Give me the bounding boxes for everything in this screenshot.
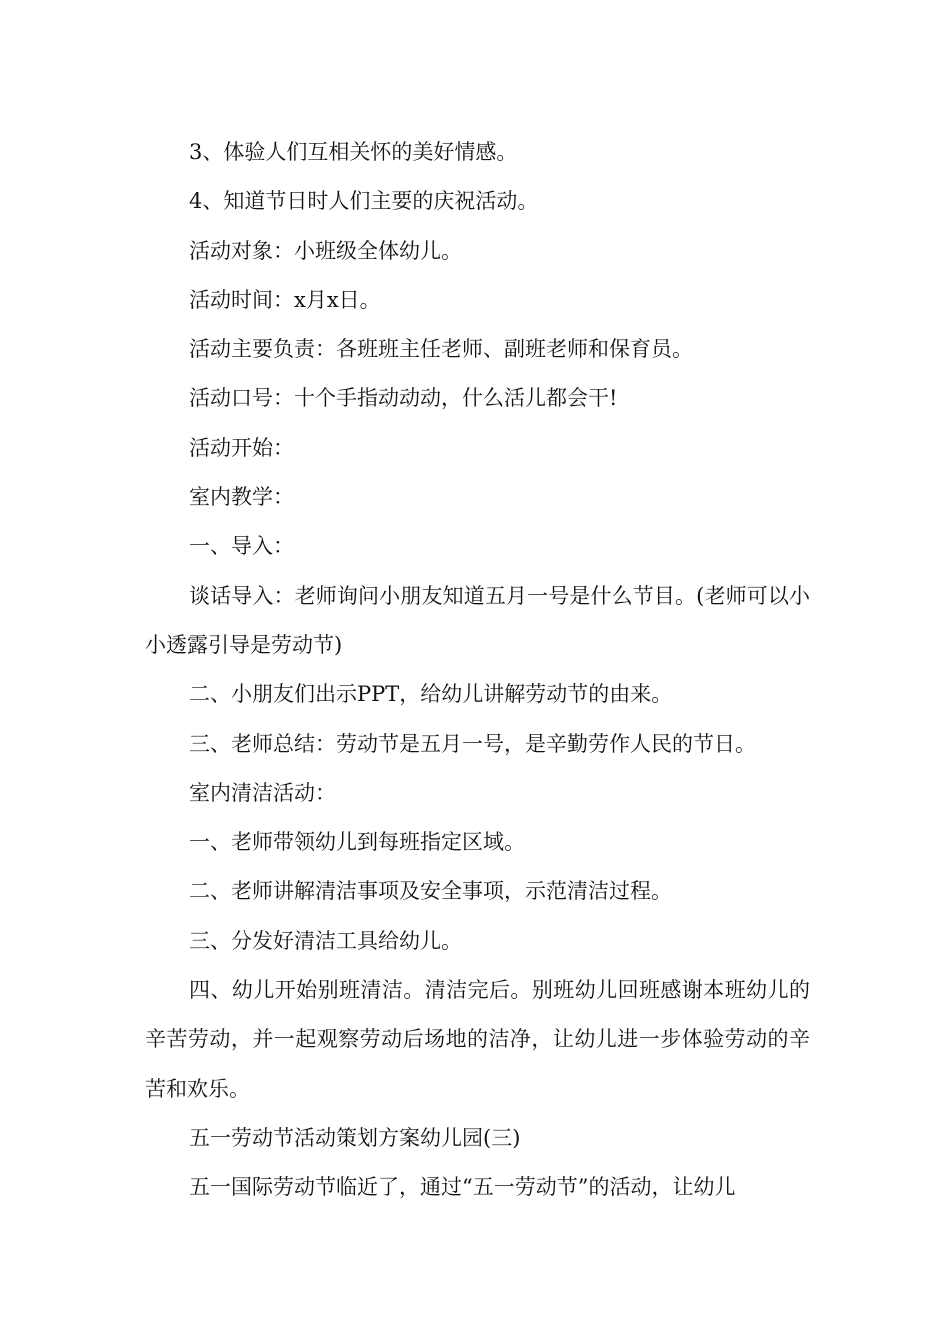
paragraph-cleaning-step-4: 四、幼儿开始别班清洁。清洁完后。别班幼儿回班感谢本班幼儿的辛苦劳动，并一起观察劳动后场地的洁净，让幼儿进一步体验劳动的辛苦和欢乐。 xyxy=(145,978,810,1101)
paragraph-show-ppt: 二、小朋友们出示PPT，给幼儿讲解劳动节的由来。 xyxy=(189,682,673,707)
paragraph-section-heading: 五一劳动节活动策划方案幼儿园(三) xyxy=(189,1125,521,1150)
document-body xyxy=(145,128,810,1213)
paragraph-cleaning-step-2: 二、老师讲解清洁事项及安全事项，示范清洁过程。 xyxy=(189,879,672,904)
paragraph-activity-start: 活动开始： xyxy=(189,435,294,460)
paragraph-introduction: 一、导入： xyxy=(189,534,294,559)
paragraph-activity-time: 活动时间：x月x日。 xyxy=(189,287,381,312)
paragraph-activity-responsible: 活动主要负责：各班班主任老师、副班老师和保育员。 xyxy=(189,337,693,362)
paragraph-cleaning-step-3: 三、分发好清洁工具给幼儿。 xyxy=(189,928,462,953)
paragraph-cleaning-step-1: 一、老师带领幼儿到每班指定区域。 xyxy=(189,830,525,855)
paragraph-goal-3: 3、体验人们互相关怀的美好情感。 xyxy=(189,140,518,164)
paragraph-talk-introduction: 谈话导入：老师询问小朋友知道五月一号是什么节目。(老师可以小小透露引导是劳动节) xyxy=(145,583,810,657)
paragraph-activity-target: 活动对象：小班级全体幼儿。 xyxy=(189,238,462,263)
paragraph-activity-slogan: 活动口号：十个手指动动动，什么活儿都会干! xyxy=(189,386,618,411)
paragraph-teacher-summary: 三、老师总结：劳动节是五月一号，是辛勤劳作人民的节日。 xyxy=(189,731,756,756)
paragraph-indoor-teaching: 室内教学： xyxy=(189,485,294,510)
paragraph-goal-4: 4、知道节日时人们主要的庆祝活动。 xyxy=(189,189,539,214)
paragraph-section-intro: 五一国际劳动节临近了，通过“五一劳动节”的活动，让幼儿 xyxy=(189,1175,736,1200)
paragraph-indoor-cleaning: 室内清洁活动： xyxy=(189,780,336,805)
